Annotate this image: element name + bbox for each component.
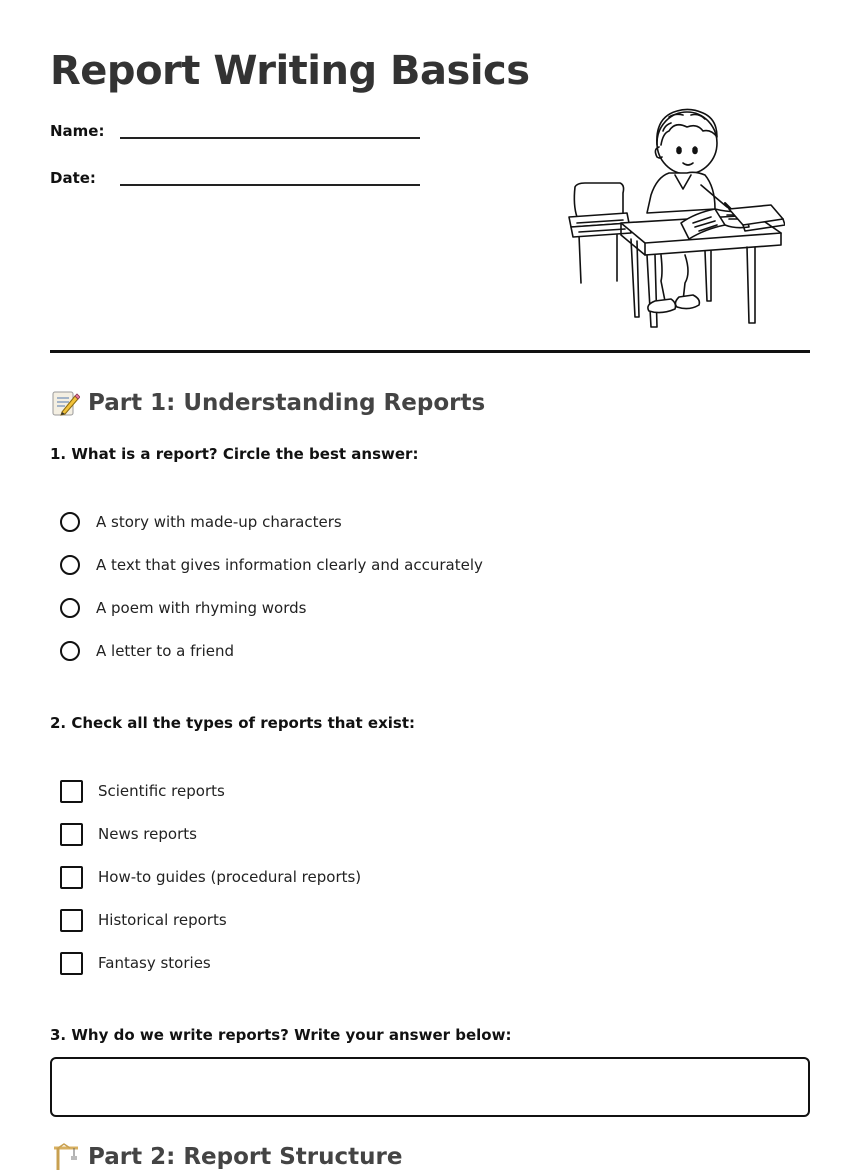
part2-heading <box>50 1140 402 1174</box>
option-label: A story with made-up characters <box>96 513 342 531</box>
question-2-prompt: 2. Check all the types of reports that exist: <box>50 714 416 732</box>
checkbox[interactable] <box>60 866 83 889</box>
q1-option-2[interactable] <box>60 552 483 578</box>
radio-circle[interactable] <box>60 555 80 575</box>
boy-writing-illustration <box>565 105 785 335</box>
option-label: How-to guides (procedural reports) <box>98 868 362 886</box>
option-label: Scientific reports <box>98 782 225 800</box>
q2-option-4[interactable] <box>60 907 227 933</box>
construction-crane-icon <box>50 1142 80 1172</box>
checkbox[interactable] <box>60 909 83 932</box>
page-title: Report Writing Basics <box>50 48 530 94</box>
part1-heading <box>50 386 485 420</box>
date-field <box>50 169 420 209</box>
header-divider <box>50 350 810 353</box>
name-label: Name: <box>50 122 105 140</box>
checkbox[interactable] <box>60 780 83 803</box>
q3-answer-box[interactable] <box>50 1057 810 1117</box>
option-label: A text that gives information clearly and accurately <box>96 556 483 574</box>
memo-icon <box>50 388 80 418</box>
name-input-line[interactable] <box>120 137 420 139</box>
q2-option-5[interactable] <box>60 950 211 976</box>
q1-option-3[interactable] <box>60 595 306 621</box>
q2-option-3[interactable] <box>60 864 361 890</box>
part1-heading-text: Part 1: Understanding Reports <box>88 390 486 416</box>
radio-circle[interactable] <box>60 641 80 661</box>
q1-option-1[interactable] <box>60 509 342 535</box>
q1-option-4[interactable] <box>60 638 234 664</box>
option-label: A poem with rhyming words <box>96 599 307 617</box>
checkbox[interactable] <box>60 952 83 975</box>
part2-heading-text: Part 2: Report Structure <box>88 1144 403 1170</box>
option-label: News reports <box>98 825 197 843</box>
question-1-prompt: 1. What is a report? Circle the best answer: <box>50 445 419 463</box>
q2-option-1[interactable] <box>60 778 225 804</box>
question-3-prompt: 3. Why do we write reports? Write your answer below: <box>50 1026 512 1044</box>
option-label: Fantasy stories <box>98 954 211 972</box>
radio-circle[interactable] <box>60 598 80 618</box>
q2-option-2[interactable] <box>60 821 197 847</box>
date-input-line[interactable] <box>120 184 420 186</box>
option-label: Historical reports <box>98 911 227 929</box>
checkbox[interactable] <box>60 823 83 846</box>
date-label: Date: <box>50 169 96 187</box>
option-label: A letter to a friend <box>96 642 235 660</box>
name-field <box>50 122 420 162</box>
radio-circle[interactable] <box>60 512 80 532</box>
